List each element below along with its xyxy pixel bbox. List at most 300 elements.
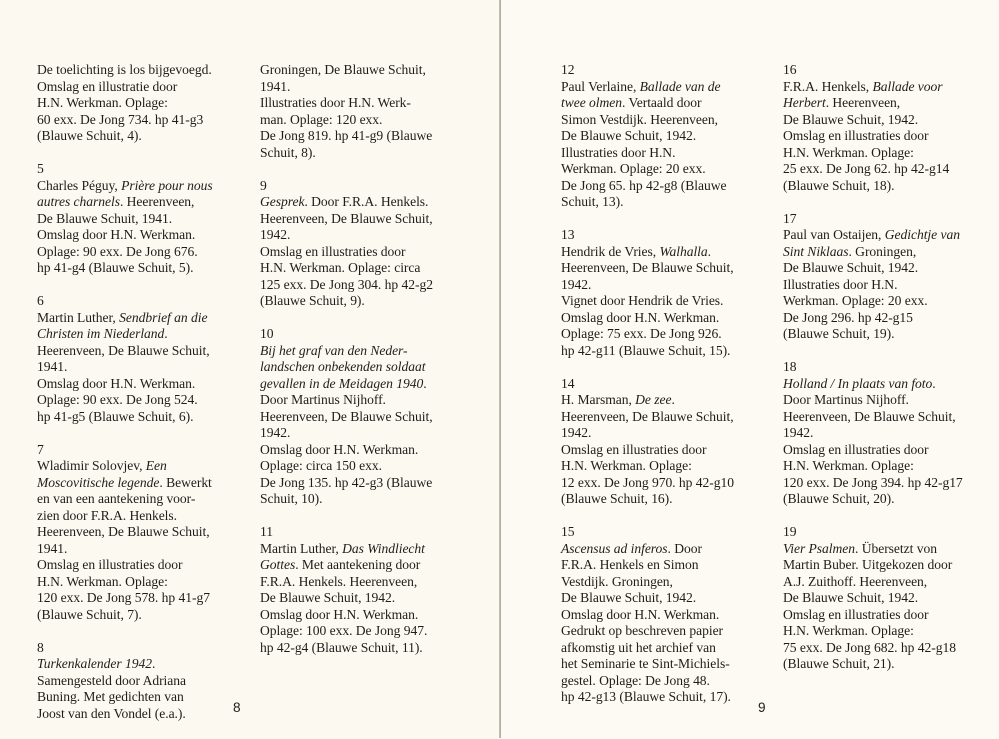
entry-text: . Vertaald door (622, 95, 702, 110)
entry-line (561, 673, 776, 690)
entry-text: . Door F.R.A. Henkels. (304, 194, 429, 209)
entry-line (37, 95, 252, 112)
entry-text: 1941. (260, 78, 291, 94)
page-number-left: 8 (233, 700, 241, 715)
entry-line (783, 656, 998, 673)
entry-text: . Bewerkt (159, 474, 212, 490)
entry-line (37, 244, 252, 261)
entry-text: H.N. Werkman. Oplage: (783, 144, 914, 160)
entry-text: De Jong 65. hp 42-g8 (Blauwe (561, 177, 727, 193)
entry-line (37, 79, 252, 96)
entry-text: 1942. (561, 276, 592, 292)
entry-text: hp 41-g5 (Blauwe Schuit, 6). (37, 408, 194, 424)
entry-line (783, 623, 998, 640)
entry-text: Illustraties door H.N. Werk- (260, 95, 411, 110)
entry-line (37, 541, 252, 558)
entry-line (37, 326, 252, 343)
entry-line (260, 343, 475, 360)
entry-line (561, 574, 776, 591)
entry-text: De Blauwe Schuit, 1942. (783, 111, 919, 127)
entry-text: . (423, 375, 427, 391)
entry-text: hp 42-g4 (Blauwe Schuit, 11). (260, 639, 423, 655)
entry-text: Omslag en illustraties door (561, 441, 707, 457)
entry-line (561, 277, 776, 294)
entry-line (260, 409, 475, 426)
entry-text: (Blauwe Schuit, 16). (561, 491, 673, 506)
entry-text: Oplage: 75 exx. De Jong 926. (561, 326, 722, 341)
entry-text: Door Martinus Nijhoff. (260, 392, 386, 407)
entry-text: . (707, 243, 712, 259)
entry-line (561, 491, 776, 508)
entry-text: H.N. Werkman. Oplage: (37, 573, 168, 589)
entry-text: De Blauwe Schuit, 1941. (37, 210, 173, 226)
catalogue-entry (561, 376, 776, 508)
catalogue-entry (783, 524, 998, 673)
entry-text: Heerenveen, De Blauwe Schuit, (37, 524, 210, 539)
italic-title-text: autres charnels (37, 194, 120, 209)
entry-text: 1941. (37, 359, 68, 374)
entry-line (37, 376, 252, 393)
entry-text: 120 exx. De Jong 394. hp 42-g17 (783, 474, 963, 490)
entry-number: 10 (260, 326, 274, 341)
entry-text: Joost van den Vondel (e.a.). (37, 705, 186, 721)
entry-line (260, 277, 475, 294)
entry-line (37, 359, 252, 376)
entry-text: Wladimir Solovjev, (37, 458, 146, 473)
entry-line (783, 112, 998, 129)
entry-line (37, 343, 252, 360)
entry-line (260, 458, 475, 475)
entry-number: 19 (783, 524, 797, 539)
entry-text: Omslag door H.N. Werkman. (561, 606, 720, 622)
entry-text: De toelichting is los bijgevoegd. (37, 62, 212, 77)
entry-line (260, 623, 475, 640)
entry-line (561, 178, 776, 195)
entry-line (783, 227, 998, 244)
entry-line (561, 310, 776, 327)
catalogue-entry (37, 62, 252, 145)
entry-line (260, 293, 475, 310)
catalogue-entry (783, 359, 998, 508)
page-number-right: 9 (758, 700, 766, 715)
italic-title-text: Gottes (260, 557, 296, 572)
entry-line (37, 178, 252, 195)
entry-line (561, 656, 776, 673)
entry-line (260, 244, 475, 261)
entry-line (37, 310, 252, 327)
entry-line (260, 62, 475, 79)
entry-text: Samengesteld door Adriana (37, 672, 186, 688)
entry-text: Schuit, 8). (260, 144, 316, 160)
entry-text: Werkman. Oplage: 20 exx. (561, 161, 706, 176)
entry-text: (Blauwe Schuit, 19). (783, 326, 895, 341)
entry-number: 13 (561, 227, 575, 242)
entry-text: Schuit, 10). (260, 491, 323, 506)
entry-text: (Blauwe Schuit, 20). (783, 491, 895, 506)
entry-text: Omslag en illustraties door (783, 606, 929, 622)
italic-title-text: Das Windliecht (342, 540, 425, 556)
entry-line (37, 475, 252, 492)
entry-text: (Blauwe Schuit, 18). (783, 177, 895, 193)
entry-number: 9 (260, 177, 267, 193)
entry-text: Martin Luther, (260, 540, 343, 556)
entry-text: 60 exx. De Jong 734. hp 41-g3 (37, 111, 204, 127)
entry-number: 14 (561, 375, 575, 391)
entry-line (561, 623, 776, 640)
entry-text: Werkman. Oplage: 20 exx. (783, 293, 928, 308)
entry-line (783, 326, 998, 343)
entry-line (37, 392, 252, 409)
entry-text: en van een aantekening voor- (37, 491, 196, 506)
entry-line (260, 260, 475, 277)
entry-line (561, 112, 776, 129)
entry-text: . Heerenveen, (825, 95, 901, 110)
entry-line (260, 112, 475, 129)
entry-line (260, 95, 475, 112)
entry-line (561, 425, 776, 442)
entry-line (783, 260, 998, 277)
entry-line (260, 79, 475, 96)
entry-line (260, 425, 475, 442)
right-page-column-1 (561, 62, 776, 722)
catalogue-entry (37, 161, 252, 277)
entry-text: 1941. (37, 540, 68, 556)
entry-text: . Heerenveen, (119, 194, 195, 209)
entry-line (37, 260, 252, 277)
italic-title-text: Gesprek (260, 194, 305, 209)
entry-line (37, 557, 252, 574)
italic-title-text: twee olmen (561, 95, 623, 110)
entry-line (260, 194, 475, 211)
entry-text: H.N. Werkman. Oplage: circa (260, 260, 421, 275)
entry-text: 1942. (561, 425, 592, 440)
entry-line (561, 442, 776, 459)
entry-text: (Blauwe Schuit, 7). (37, 606, 142, 622)
entry-text: Omslag door H.N. Werkman. (260, 441, 419, 457)
entry-text: het Seminarie te Sint-Michiels- (561, 656, 730, 671)
entry-text: F.R.A. Henkels, (783, 78, 873, 94)
entry-line (561, 244, 776, 261)
entry-line (37, 574, 252, 591)
entry-line (37, 128, 252, 145)
entry-line (37, 227, 252, 244)
entry-text: Schuit, 13). (561, 194, 624, 209)
entry-line (783, 425, 998, 442)
entry-line (561, 607, 776, 624)
entry-text: Buning. Met gedichten van (37, 689, 184, 704)
entry-text: Vignet door Hendrik de Vries. (561, 293, 724, 308)
entry-text: 125 exx. De Jong 304. hp 42-g2 (260, 276, 433, 292)
entry-text: De Blauwe Schuit, 1942. (783, 260, 919, 275)
entry-line (783, 95, 998, 112)
entry-line (37, 458, 252, 475)
entry-text: Gedrukt op beschreven papier (561, 623, 724, 638)
entry-text: Omslag door H.N. Werkman. (37, 375, 196, 391)
right-page-column-2 (783, 62, 998, 689)
entry-line (783, 607, 998, 624)
entry-text: 75 exx. De Jong 682. hp 42-g18 (783, 639, 956, 655)
entry-text: Oplage: circa 150 exx. (260, 458, 382, 473)
entry-number: 18 (783, 359, 797, 374)
entry-line (260, 359, 475, 376)
entry-line (783, 277, 998, 294)
entry-text: Omslag door H.N. Werkman. (561, 309, 720, 325)
entry-line (37, 194, 252, 211)
entry-line (561, 293, 776, 310)
entry-text: . (932, 375, 936, 391)
entry-line (783, 491, 998, 508)
entry-text: hp 41-g4 (Blauwe Schuit, 5). (37, 260, 194, 275)
entry-line (561, 95, 776, 112)
entry-line (783, 574, 998, 591)
catalogue-entry (260, 524, 475, 656)
entry-text: afkomstig uit het archief van (561, 639, 716, 655)
entry-line (37, 607, 252, 624)
entry-text: De Blauwe Schuit, 1942. (260, 590, 396, 605)
entry-line (783, 475, 998, 492)
entry-text: . Übersetzt von (855, 540, 937, 556)
entry-line (260, 475, 475, 492)
entry-text: . Met aantekening door (295, 557, 421, 572)
entry-text: De Blauwe Schuit, 1942. (783, 590, 919, 605)
entry-text: Heerenveen, De Blauwe Schuit, (561, 260, 734, 275)
catalogue-entry (260, 178, 475, 310)
entry-text: Paul van Ostaijen, (783, 227, 885, 242)
entry-text: De Jong 819. hp 41-g9 (Blauwe (260, 128, 433, 143)
entry-text: De Jong 135. hp 42-g3 (Blauwe (260, 474, 433, 490)
italic-title-text: Ascensus ad inferos (561, 540, 668, 556)
entry-line (260, 128, 475, 145)
catalogue-entry (260, 62, 475, 161)
entry-text: gestel. Oplage: De Jong 48. (561, 672, 710, 688)
entry-text: man. Oplage: 120 exx. (260, 111, 383, 127)
italic-title-text: Walhalla (659, 243, 708, 259)
entry-line (260, 557, 475, 574)
entry-text: Omslag door H.N. Werkman. (260, 606, 419, 622)
entry-line (260, 211, 475, 228)
entry-number: 16 (783, 62, 797, 77)
italic-title-text: Bij het graf van den Neder- (260, 342, 408, 358)
entry-text: Illustraties door H.N. (561, 144, 676, 160)
italic-title-text: Herbert (783, 95, 826, 110)
entry-line (561, 343, 776, 360)
catalogue-entry (783, 62, 998, 194)
entry-text: De Jong 296. hp 42-g15 (783, 309, 913, 325)
entry-text: Illustraties door H.N. (783, 276, 898, 292)
entry-text: Oplage: 90 exx. De Jong 524. (37, 392, 198, 407)
entry-text: Heerenveen, De Blauwe Schuit, (260, 210, 433, 226)
entry-line (260, 607, 475, 624)
entry-line (561, 145, 776, 162)
entry-line (260, 392, 475, 409)
entry-line (783, 376, 998, 393)
entry-line (37, 508, 252, 525)
entry-number: 7 (37, 441, 44, 457)
entry-line (37, 409, 252, 426)
italic-title-text: Een (145, 458, 167, 473)
entry-text: Charles Péguy, (37, 177, 122, 193)
entry-text: . Groningen, (848, 243, 917, 259)
entry-number: 5 (37, 161, 44, 176)
italic-title-text: Turkenkalender 1942 (37, 656, 152, 671)
entry-text: Omslag door H.N. Werkman. (37, 227, 196, 242)
entry-text: 120 exx. De Jong 578. hp 41-g7 (37, 590, 210, 605)
entry-text: H.N. Werkman. Oplage: (783, 623, 914, 638)
entry-text: (Blauwe Schuit, 9). (260, 293, 365, 308)
entry-number: 11 (260, 524, 273, 539)
entry-text: Oplage: 90 exx. De Jong 676. (37, 243, 198, 259)
entry-line (37, 211, 252, 228)
catalogue-entry (561, 62, 776, 211)
entry-text: 25 exx. De Jong 62. hp 42-g14 (783, 161, 950, 176)
entry-text: F.R.A. Henkels. Heerenveen, (260, 573, 418, 589)
catalogue-entry (561, 524, 776, 706)
entry-line (783, 557, 998, 574)
italic-title-text: Sendbrief an die (119, 309, 208, 325)
entry-text: Groningen, De Blauwe Schuit, (260, 62, 426, 77)
entry-line (783, 128, 998, 145)
entry-text: A.J. Zuithoff. Heerenveen, (783, 573, 928, 589)
entry-line (783, 640, 998, 657)
entry-text: Heerenveen, De Blauwe Schuit, (260, 408, 433, 424)
entry-text: Martin Buber. Uitgekozen door (783, 557, 953, 572)
entry-text: Door Martinus Nijhoff. (783, 392, 909, 407)
italic-title-text: Holland / In plaats van foto (783, 375, 933, 391)
entry-text: Omslag en illustraties door (783, 128, 929, 143)
entry-line (783, 409, 998, 426)
entry-line (561, 260, 776, 277)
entry-line (783, 541, 998, 558)
entry-line (561, 458, 776, 475)
italic-title-text: Ballade voor (872, 78, 943, 94)
entry-line (783, 310, 998, 327)
entry-number: 6 (37, 293, 44, 308)
entry-line (561, 194, 776, 211)
catalogue-entry (783, 211, 998, 343)
entry-line (37, 656, 252, 673)
entry-text: . (164, 326, 168, 341)
catalogue-entry (37, 640, 252, 723)
entry-text: . (151, 656, 156, 671)
entry-text: H. Marsman, (561, 392, 636, 407)
italic-title-text: Christen im Niederland (37, 326, 165, 341)
entry-text: H.N. Werkman. Oplage: (783, 458, 914, 473)
entry-number: 17 (783, 210, 797, 226)
entry-line (783, 178, 998, 195)
left-page (0, 0, 500, 738)
entry-line (783, 458, 998, 475)
entry-text: Oplage: 100 exx. De Jong 947. (260, 623, 428, 638)
catalogue-entry (37, 293, 252, 425)
entry-line (783, 79, 998, 96)
entry-line (561, 541, 776, 558)
entry-line (260, 442, 475, 459)
entry-line (561, 79, 776, 96)
entry-line (37, 112, 252, 129)
catalogue-entry (37, 442, 252, 624)
italic-title-text: Ballade van de (639, 78, 721, 94)
entry-text: Vestdijk. Groningen, (561, 573, 673, 589)
left-page-column-1 (37, 62, 252, 739)
entry-line (260, 574, 475, 591)
entry-line (783, 145, 998, 162)
entry-line (561, 475, 776, 492)
entry-text: zien door F.R.A. Henkels. (37, 507, 177, 523)
entry-text: Omslag en illustraties door (783, 441, 929, 457)
entry-text: Omslag en illustraties door (37, 557, 183, 572)
entry-text: Heerenveen, De Blauwe Schuit, (561, 408, 734, 424)
italic-title-text: De zee (635, 392, 672, 407)
entry-text: (Blauwe Schuit, 4). (37, 128, 142, 143)
entry-text: hp 42-g11 (Blauwe Schuit, 15). (561, 342, 731, 358)
entry-text: Omslag en illustratie door (37, 78, 178, 94)
entry-line (783, 293, 998, 310)
right-page (501, 0, 999, 738)
entry-text: De Blauwe Schuit, 1942. (561, 128, 697, 143)
entry-line (37, 524, 252, 541)
italic-title-text: landschen onbekenden soldaat (260, 359, 426, 374)
catalogue-entry (260, 326, 475, 508)
entry-line (260, 145, 475, 162)
entry-text: Heerenveen, De Blauwe Schuit, (37, 342, 210, 358)
entry-line (561, 640, 776, 657)
entry-line (37, 491, 252, 508)
entry-line (783, 442, 998, 459)
entry-line (561, 557, 776, 574)
entry-line (561, 326, 776, 343)
left-page-column-2 (260, 62, 475, 673)
italic-title-text: gevallen in de Meidagen 1940 (260, 375, 424, 391)
entry-line (260, 376, 475, 393)
italic-title-text: Moscovitische legende (37, 474, 160, 490)
entry-number: 8 (37, 639, 44, 655)
italic-title-text: Sint Niklaas (783, 243, 849, 259)
entry-line (561, 392, 776, 409)
entry-text: H.N. Werkman. Oplage: (37, 95, 168, 110)
italic-title-text: Prière pour nous (121, 177, 213, 193)
italic-title-text: Gedichtje van (884, 227, 960, 242)
entry-text: 1942. (260, 227, 291, 242)
catalogue-entry (561, 227, 776, 359)
entry-line (37, 62, 252, 79)
entry-text: (Blauwe Schuit, 21). (783, 656, 895, 671)
entry-text: . (671, 392, 675, 407)
entry-line (561, 590, 776, 607)
entry-line (783, 392, 998, 409)
entry-line (260, 541, 475, 558)
entry-line (561, 128, 776, 145)
entry-text: H.N. Werkman. Oplage: (561, 458, 692, 473)
entry-line (37, 706, 252, 723)
entry-line (37, 590, 252, 607)
entry-text: Omslag en illustraties door (260, 243, 406, 259)
entry-number: 15 (561, 524, 575, 539)
entry-number: 12 (561, 62, 575, 77)
entry-text: Hendrik de Vries, (561, 243, 660, 259)
entry-text: Martin Luther, (37, 309, 120, 325)
entry-line (783, 590, 998, 607)
entry-line (37, 673, 252, 690)
entry-text: Heerenveen, De Blauwe Schuit, (783, 408, 956, 424)
entry-text: 1942. (783, 425, 814, 440)
entry-line (37, 689, 252, 706)
entry-line (561, 161, 776, 178)
entry-text: Paul Verlaine, (561, 78, 640, 94)
entry-text: 1942. (260, 425, 291, 440)
entry-line (260, 590, 475, 607)
entry-text: De Blauwe Schuit, 1942. (561, 590, 697, 605)
entry-line (260, 640, 475, 657)
